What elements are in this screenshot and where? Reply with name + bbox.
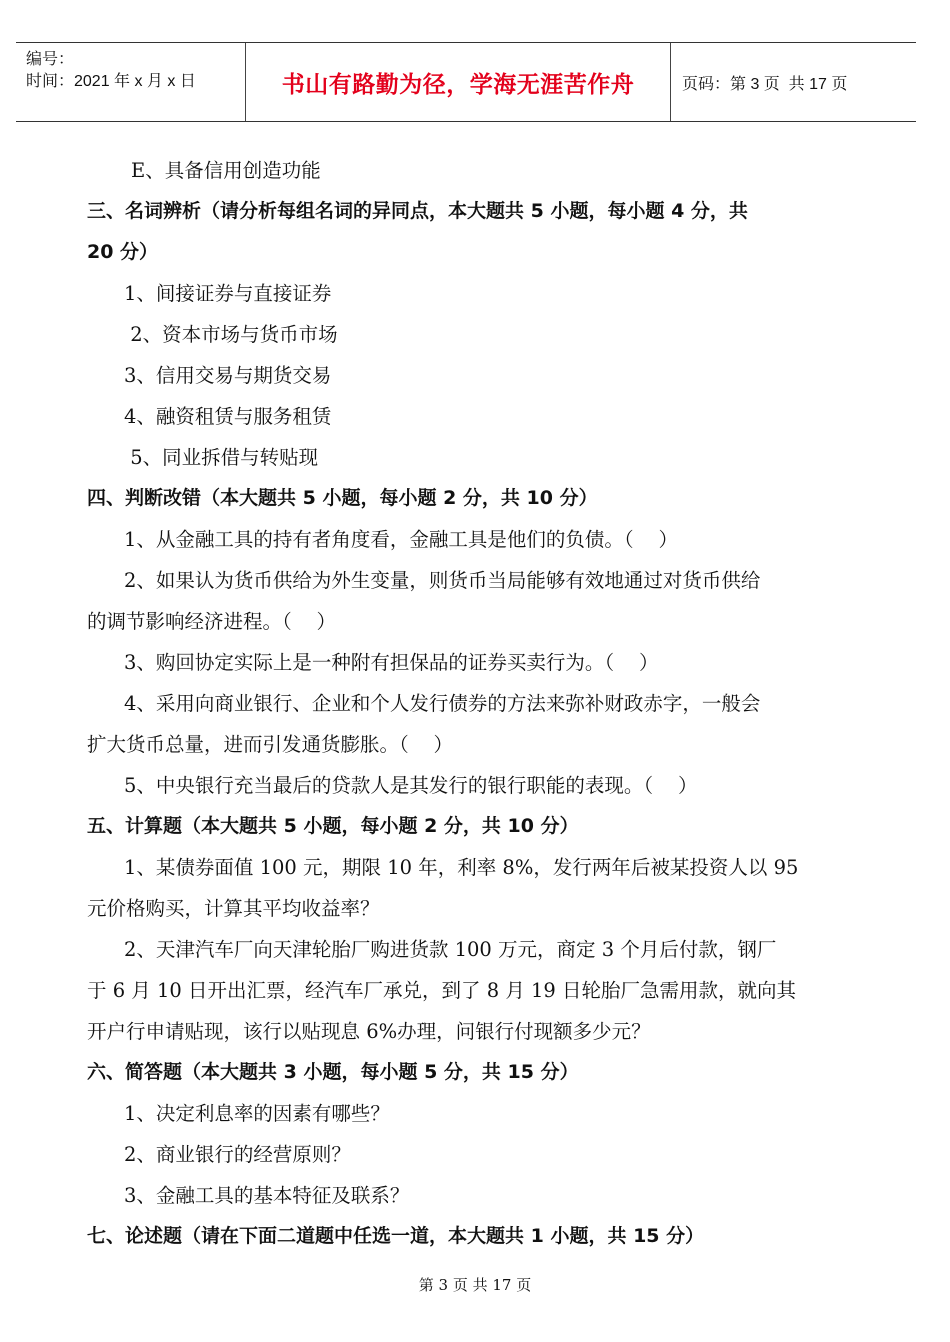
list-item: 1、间接证券与直接证券 [124,282,332,305]
page-header [16,42,916,122]
question-item: 1、决定利息率的因素有哪些？ [124,1102,390,1125]
question-item: 3、金融工具的基本特征及联系？ [124,1184,410,1207]
section-heading: 六、简答题（本大题共 3 小题，每小题 5 分，共 15 分） [87,1061,579,1083]
serial-label: 编号： [26,51,75,68]
question-item-cont: 元价格购买，计算其平均收益率？ [87,897,380,920]
question-item: 3、购回协定实际上是一种附有担保品的证券买卖行为。（ ） [124,651,659,674]
list-item: 5、同业拆借与转贴现 [124,446,319,469]
footer-page-number: 第 3 页 共 17 页 [418,1276,532,1294]
question-item-cont: 的调节影响经济进程。（ ） [87,610,337,633]
page-info-text: 页码：第 3 页 共 17 页 [682,75,848,93]
question-item-cont: 开户行申请贴现，该行以贴现息 6%办理，问银行付现额多少元？ [87,1020,651,1043]
question-item: 4、采用向商业银行、企业和个人发行债券的方法来弥补财政赤字，一般会 [124,692,761,715]
header-divider [245,43,246,121]
option-line: E、具备信用创造功能 [131,159,321,182]
question-item: 2、天津汽车厂向天津轮胎厂购进货款 100 万元，商定 3 个月后付款，钢厂 [124,938,777,961]
header-motto: 书山有路勤为径，学海无涯苦作舟 [281,71,635,98]
header-page-info [682,43,847,121]
section-heading-cont: 20 分） [87,241,159,263]
question-item-cont: 于 6 月 10 日开出汇票，经汽车厂承兑，到了 8 月 19 日轮胎厂急需用款，就向其 [87,979,797,1002]
header-divider [670,43,671,121]
list-item: 4、融资租赁与服务租赁 [124,405,332,428]
question-item: 5、中央银行充当最后的贷款人是其发行的银行职能的表现。（ ） [124,774,698,797]
list-item: 2、资本市场与货币市场 [124,323,338,346]
header-meta [26,49,196,93]
document-body [87,150,849,1257]
section-heading: 七、论述题（请在下面二道题中任选一道，本大题共 1 小题，共 15 分） [87,1225,705,1247]
list-item: 3、信用交易与期货交易 [124,364,332,387]
question-item: 1、从金融工具的持有者角度看，金融工具是他们的负债。（ ） [124,528,678,551]
section-heading: 四、判断改错（本大题共 5 小题，每小题 2 分，共 10 分） [87,487,598,509]
section-heading: 五、计算题（本大题共 5 小题，每小题 2 分，共 10 分） [87,815,579,837]
question-item: 2、如果认为货币供给为外生变量，则货币当局能够有效地通过对货币供给 [124,569,761,592]
section-heading: 三、名词辨析（请分析每组名词的异同点，本大题共 5 小题，每小题 4 分，共 [87,200,748,222]
question-item-cont: 扩大货币总量，进而引发通货膨胀。（ ） [87,733,454,756]
page-footer [0,1274,950,1295]
question-item: 1、某债券面值 100 元，期限 10 年，利率 8%，发行两年后被某投资人以 95 [124,856,799,879]
question-item: 2、商业银行的经营原则？ [124,1143,351,1166]
time-label: 时间：2021 年 x 月 x 日 [26,73,196,90]
